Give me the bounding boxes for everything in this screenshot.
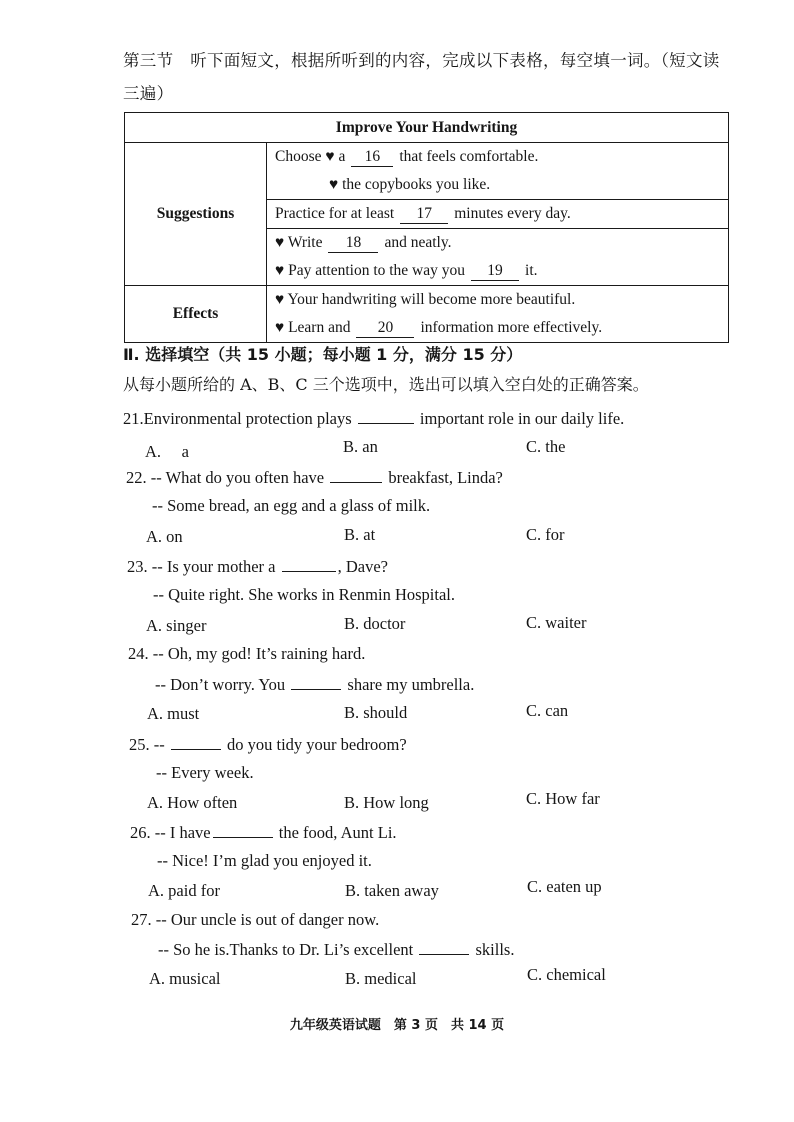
text: Your handwriting will become more beautiful. bbox=[287, 291, 576, 308]
suggestion-row-1 bbox=[267, 143, 729, 200]
answer-blank-17[interactable]: 17 bbox=[400, 205, 448, 224]
text: Learn and bbox=[288, 319, 351, 336]
question-24 bbox=[128, 644, 365, 664]
answer-blank-20[interactable]: 20 bbox=[356, 319, 414, 338]
text: minutes every day. bbox=[454, 205, 571, 222]
option-c[interactable]: C. can bbox=[526, 701, 569, 720]
question-26-reply: -- Nice! I’m glad you enjoyed it. bbox=[157, 851, 372, 870]
question-number: 22. bbox=[126, 468, 147, 487]
answer-blank[interactable] bbox=[358, 408, 414, 424]
question-22 bbox=[126, 467, 503, 488]
question-text: breakfast, Linda? bbox=[388, 468, 503, 487]
answer-blank[interactable] bbox=[330, 467, 382, 483]
question-21 bbox=[123, 408, 624, 429]
question-27 bbox=[131, 910, 379, 930]
question-22-reply: -- Some bread, an egg and a glass of milk. bbox=[152, 496, 431, 515]
question-number: 27. bbox=[131, 910, 152, 929]
question-text: the food, Aunt Li. bbox=[278, 823, 397, 842]
option-b[interactable]: B. an bbox=[343, 437, 378, 456]
question-text: -- Is your mother a bbox=[151, 557, 276, 576]
text: and neatly. bbox=[384, 234, 452, 251]
handwriting-table bbox=[124, 112, 729, 343]
answer-blank-19[interactable]: 19 bbox=[471, 262, 519, 281]
text: that feels comfortable. bbox=[399, 148, 539, 165]
heart-icon: ♥ bbox=[275, 234, 285, 251]
heart-icon: ♥ bbox=[275, 291, 285, 308]
question-25-reply: -- Every week. bbox=[156, 763, 254, 782]
effects-row bbox=[267, 286, 729, 343]
option-c[interactable]: C. chemical bbox=[527, 965, 606, 984]
question-text: -- bbox=[153, 735, 165, 754]
question-number: 24. bbox=[128, 644, 149, 663]
text: Choose ♥ a bbox=[275, 148, 346, 165]
option-a[interactable]: A. on bbox=[146, 527, 183, 546]
section-instruction: 从每小题所给的 A、B、C 三个选项中，选出可以填入空白处的正确答案。 bbox=[123, 375, 649, 394]
text: Pay attention to the way you bbox=[288, 262, 466, 279]
text: it. bbox=[525, 262, 538, 279]
heart-icon: ♥ bbox=[275, 319, 285, 336]
answer-blank[interactable] bbox=[213, 822, 273, 838]
question-text: -- Oh, my god! It’s raining hard. bbox=[152, 644, 366, 663]
section-title: Ⅱ. 选择填空（共 15 小题；每小题 1 分，满分 15 分） bbox=[123, 345, 523, 364]
option-b[interactable]: B. medical bbox=[345, 969, 417, 988]
option-a[interactable]: A. musical bbox=[149, 969, 221, 988]
option-b[interactable]: B. How long bbox=[344, 793, 429, 812]
text: information more effectively. bbox=[420, 319, 603, 336]
answer-blank[interactable] bbox=[419, 939, 469, 955]
question-text: -- Our uncle is out of danger now. bbox=[155, 910, 380, 929]
option-c[interactable]: C. for bbox=[526, 525, 565, 544]
question-number: 26. bbox=[130, 823, 151, 842]
page-footer: 九年级英语试题 第 3 页 共 14 页 bbox=[289, 1018, 505, 1033]
answer-blank-16[interactable]: 16 bbox=[351, 148, 393, 167]
option-a[interactable]: A. a bbox=[145, 442, 189, 461]
reply-text: share my umbrella. bbox=[347, 675, 475, 694]
option-b[interactable]: B. taken away bbox=[345, 881, 439, 900]
suggestions-label: Suggestions bbox=[125, 143, 267, 286]
table-title: Improve Your Handwriting bbox=[125, 113, 729, 143]
text: ♥ the copybooks you like. bbox=[329, 176, 491, 193]
question-number: 21. bbox=[123, 409, 144, 428]
option-b[interactable]: B. at bbox=[344, 525, 376, 544]
option-a[interactable]: A. paid for bbox=[148, 881, 220, 900]
answer-blank[interactable] bbox=[282, 556, 336, 572]
question-27-reply bbox=[158, 939, 514, 960]
heart-icon: ♥ bbox=[275, 262, 285, 279]
question-text: , Dave? bbox=[337, 557, 388, 576]
option-c[interactable]: C. eaten up bbox=[527, 877, 602, 896]
option-a[interactable]: A. How often bbox=[147, 793, 238, 812]
question-26 bbox=[130, 822, 397, 843]
question-23-reply: -- Quite right. She works in Renmin Hospital. bbox=[153, 585, 456, 604]
option-c[interactable]: C. How far bbox=[526, 789, 600, 808]
question-25 bbox=[129, 734, 407, 755]
question-number: 25. bbox=[129, 735, 150, 754]
reply-text: -- Don’t worry. You bbox=[155, 675, 286, 694]
effects-label: Effects bbox=[125, 286, 267, 343]
suggestion-row-2 bbox=[267, 200, 729, 229]
question-text: important role in our daily life. bbox=[419, 409, 625, 428]
suggestion-row-3 bbox=[267, 229, 729, 286]
answer-blank[interactable] bbox=[291, 674, 341, 690]
text: Write bbox=[287, 234, 323, 251]
option-a[interactable]: A. must bbox=[147, 704, 200, 723]
question-24-reply bbox=[155, 674, 474, 695]
question-text: Environmental protection plays bbox=[143, 409, 352, 428]
reply-text: skills. bbox=[475, 940, 515, 959]
option-a[interactable]: A. singer bbox=[146, 616, 207, 635]
question-text: do you tidy your bedroom? bbox=[227, 735, 407, 754]
answer-blank-18[interactable]: 18 bbox=[328, 234, 378, 253]
reply-text: -- So he is.Thanks to Dr. Li’s excellent bbox=[158, 940, 414, 959]
question-number: 23. bbox=[127, 557, 148, 576]
option-b[interactable]: B. should bbox=[344, 703, 408, 722]
option-c[interactable]: C. the bbox=[526, 437, 566, 456]
question-text: -- I have bbox=[154, 823, 211, 842]
listening-section-instruction: 第三节 听下面短文，根据所听到的内容，完成以下表格，每空填一词。（短文读三遍） bbox=[123, 51, 720, 103]
option-b[interactable]: B. doctor bbox=[344, 614, 406, 633]
option-c[interactable]: C. waiter bbox=[526, 613, 587, 632]
question-23 bbox=[127, 556, 388, 577]
question-text: -- What do you often have bbox=[150, 468, 325, 487]
text: Practice for at least bbox=[275, 205, 395, 222]
answer-blank[interactable] bbox=[171, 734, 221, 750]
